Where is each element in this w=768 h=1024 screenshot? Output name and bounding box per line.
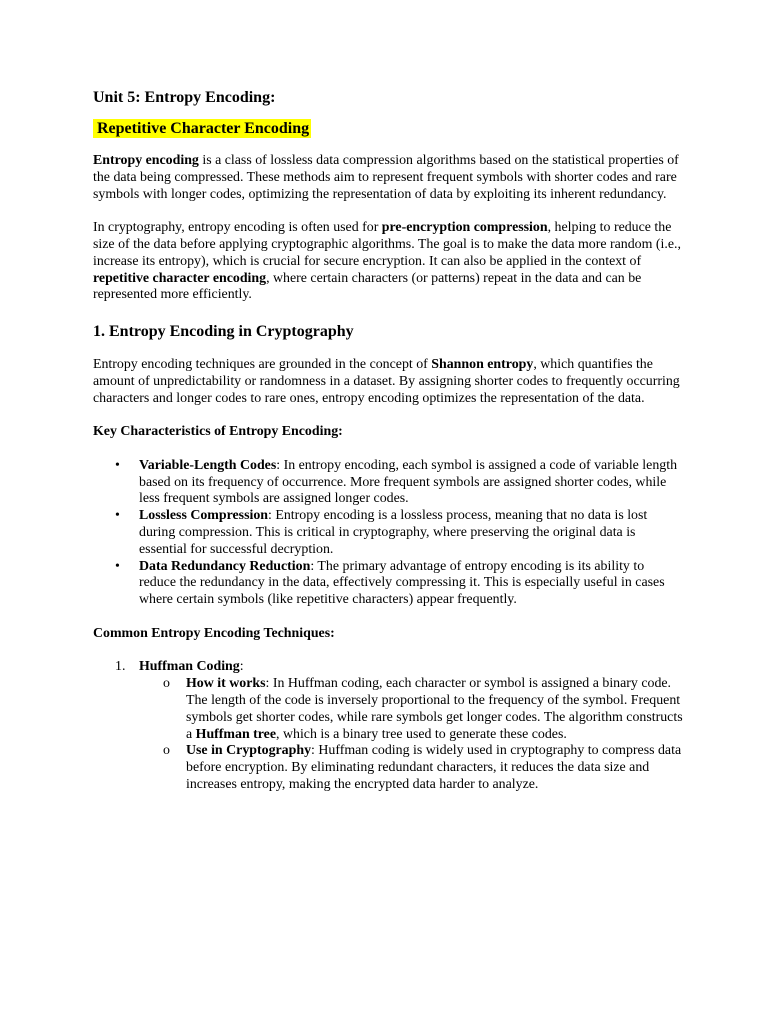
bullet-icon: • — [115, 508, 120, 524]
list-item-text: : In entropy encoding, each symbol is assigned a code of variable length based on its frequency of occurrence. More frequent symbols are assigned shorter codes, while less frequent symbols are assigned longer codes. — [139, 457, 678, 507]
bold-term: Huffman tree — [195, 726, 277, 742]
key-characteristics-title: Key Characteristics of Entropy Encoding: — [93, 424, 343, 440]
list-item-text: : In Huffman coding, each character or symbol is assigned a binary code. The length of the code is inversely proportional to the frequency of the symbol. Frequent symbols get shorter codes, while rare symbols get longer codes. The algorithm constructs a — [186, 676, 683, 742]
bold-term: Entropy encoding — [93, 153, 199, 168]
list-item-text: : Huffman coding is widely used in cryptography to compress data before encryption. By eliminating redundant characters, it reduces the data size and increases entropy, making the encrypted data harder to analyze. — [186, 743, 682, 792]
unit-title: Unit 5: Entropy Encoding: — [93, 89, 276, 106]
list-item — [163, 743, 683, 793]
list-item — [115, 659, 683, 793]
bullet-icon: • — [115, 457, 120, 473]
bullet-icon: • — [115, 558, 120, 574]
intro-paragraph-1 — [93, 153, 683, 203]
intro-paragraph-2 — [93, 220, 683, 304]
list-item-text: , which is a binary tree used to generate these codes. — [276, 726, 567, 742]
bold-term: Data Redundancy Reduction — [139, 558, 311, 574]
section-title: 1. Entropy Encoding in Cryptography — [93, 322, 354, 340]
techniques-title: Common Entropy Encoding Techniques: — [93, 625, 335, 641]
list-item — [163, 676, 683, 743]
paragraph-text: , helping to reduce the size of the data before applying cryptographic algorithms. The goal is to make the data more random (i.e., increase its entropy), which is crucial for secure encryption. It can also be applied in the context of — [93, 220, 681, 269]
paragraph-text: , where certain characters (or patterns) repeat in the data and can be represented more efficiently. — [93, 270, 642, 303]
list-item — [115, 457, 683, 508]
circle-bullet-icon: o — [163, 676, 170, 692]
bold-term: How it works — [186, 676, 266, 692]
bold-term: Variable-Length Codes — [139, 457, 277, 473]
techniques-list — [93, 659, 683, 793]
bold-term: Lossless Compression — [139, 508, 269, 524]
paragraph-text: In cryptography, entropy encoding is often used for — [93, 220, 382, 236]
list-number: 1. — [115, 659, 126, 675]
bold-term: repetitive character encoding — [93, 270, 267, 286]
technique-name: Huffman Coding — [139, 659, 240, 675]
bold-term: pre-encryption compression — [381, 220, 548, 236]
list-item-text: : Entropy encoding is a lossless process, meaning that no data is lost during compression. This is critical in cryptography, where preserving the original data is essential for successful decryption. — [139, 508, 648, 557]
document-page — [93, 87, 683, 794]
section-paragraph — [93, 357, 683, 407]
highlight-heading-block — [93, 118, 683, 140]
technique-details-list — [139, 676, 683, 794]
paragraph-text: Entropy encoding techniques are grounded in the concept of — [93, 356, 432, 372]
circle-bullet-icon: o — [163, 743, 170, 759]
list-item-text: : The primary advantage of entropy encoding is its ability to reduce the redundancy in the data, effectively compressing it. This is especially useful in cases where certain symbols (like repetitive characters) appear frequently. — [139, 558, 665, 608]
list-item — [115, 558, 683, 609]
list-item — [115, 508, 683, 558]
bold-term: Use in Cryptography — [186, 743, 312, 759]
technique-suffix: : — [239, 659, 244, 675]
key-characteristics-list — [93, 458, 683, 609]
bold-term: Shannon entropy — [431, 356, 534, 372]
paragraph-text: , which quantifies the amount of unpredictability or randomness in a dataset. By assigning shorter codes to frequently occurring characters and longer codes to rare ones, entropy encoding optimizes the representation of the data. — [93, 356, 680, 406]
highlighted-heading: Repetitive Character Encoding — [93, 119, 311, 138]
paragraph-text: is a class of lossless data compression algorithms based on the statistical properties of the data being compressed. These methods aim to represent frequent symbols with shorter codes and rare symbols with longer codes, optimizing the representation of data by exploiting its inherent redundancy. — [93, 153, 679, 202]
